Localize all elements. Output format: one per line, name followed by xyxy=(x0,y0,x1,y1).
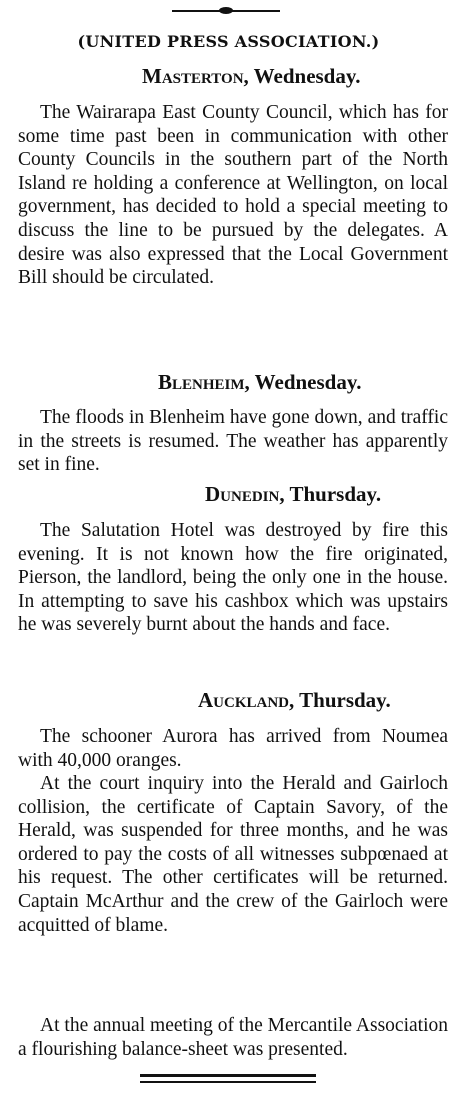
agency-heading: (UNITED PRESS ASSOCIATION.) xyxy=(77,32,380,51)
story-blenheim-paragraph: The floods in Blenheim have gone down, and traffic in the streets is resumed. The weather has apparently set in fine. xyxy=(18,407,448,476)
dateline-day: Thursday. xyxy=(299,688,391,712)
dateline-place: Dunedin, xyxy=(205,482,285,506)
dateline-day: Wednesday. xyxy=(253,64,361,88)
dateline-masterton xyxy=(142,64,360,89)
story-masterton-paragraph: The Wairarapa East County Council, which has for some time past been in communication with other County Councils in the southern part of the North Island re holding a conference at Wellington, on local government, has decided to hold a special meeting to discuss the line to be pursued by the delegates. A desire was also expressed that the Local Government Bill should be circulated. xyxy=(18,102,448,289)
story-auckland-paragraph-2: At the court inquiry into the Herald and Gairloch collision, the certificate of Captain Savory, of the Herald, was suspended for three months, and he was ordered to pay the costs of all witnesses subpœnaed at his request. The other certificates will be returned. Captain McArthur and the crew of the Gairloch were acquitted of blame. xyxy=(18,773,448,936)
dateline-day: Thursday. xyxy=(289,482,382,506)
dateline-place: Masterton, xyxy=(142,64,249,88)
dateline-place: Blenheim, xyxy=(158,370,250,394)
top-rule-ornament xyxy=(219,7,233,14)
dateline-blenheim xyxy=(158,370,361,395)
dateline-dunedin xyxy=(205,482,381,507)
dateline-day: Wednesday. xyxy=(254,370,362,394)
story-auckland-paragraph-1: The schooner Aurora has arrived from Noumea with 40,000 oranges. xyxy=(18,726,448,771)
story-auckland-paragraph-3: At the annual meeting of the Mercantile Association a flourishing balance-sheet was presented. xyxy=(18,1015,448,1060)
dateline-auckland xyxy=(198,688,391,713)
dateline-place: Auckland, xyxy=(198,688,295,712)
bottom-rule xyxy=(140,1074,316,1077)
story-dunedin-paragraph: The Salutation Hotel was destroyed by fire this evening. It is not known how the fire originated, Pierson, the landlord, being the only one in the house. In attempting to save his cashbox which was upstairs he was severely burnt about the hands and face. xyxy=(18,520,448,636)
bottom-rule-second xyxy=(140,1081,316,1083)
